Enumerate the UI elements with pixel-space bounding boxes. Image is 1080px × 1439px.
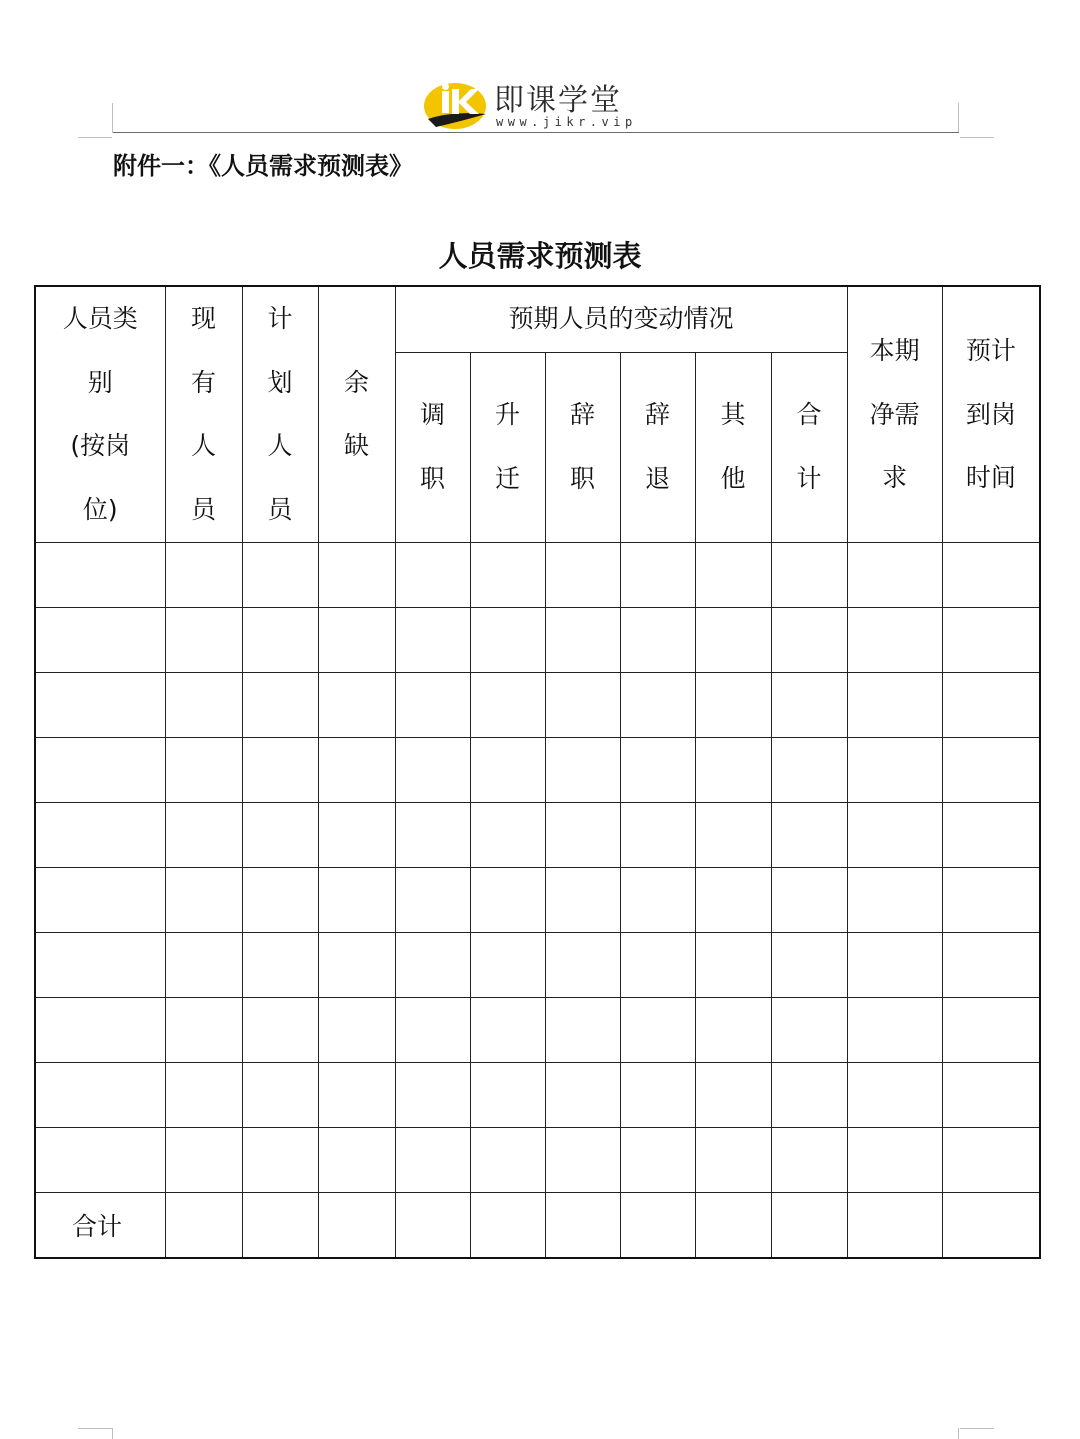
table-cell[interactable] xyxy=(165,1127,242,1192)
total-cell[interactable] xyxy=(165,1192,242,1258)
table-cell[interactable] xyxy=(242,867,318,932)
table-cell[interactable] xyxy=(395,932,470,997)
table-cell[interactable] xyxy=(695,932,771,997)
table-cell[interactable] xyxy=(318,737,395,802)
table-cell[interactable] xyxy=(942,672,1040,737)
table-cell[interactable] xyxy=(695,737,771,802)
crop-mark-bl-v xyxy=(112,1428,113,1439)
brand-logo xyxy=(420,80,660,132)
attachment-label: 附件一：《人员需求预测表》 xyxy=(113,152,413,180)
header-expected-date: 预计 到岗 时间 xyxy=(942,286,1040,542)
table-cell[interactable] xyxy=(470,542,545,607)
crop-mark-tr-h xyxy=(960,137,994,138)
table-cell[interactable] xyxy=(318,1127,395,1192)
table-cell[interactable] xyxy=(242,607,318,672)
table-cell[interactable] xyxy=(620,997,695,1062)
table-cell[interactable] xyxy=(318,1062,395,1127)
table-cell[interactable] xyxy=(847,867,942,932)
header-current-staff: 现 有 人 员 xyxy=(165,286,242,542)
table-cell[interactable] xyxy=(242,542,318,607)
table-cell[interactable] xyxy=(771,867,847,932)
table-row xyxy=(35,997,1040,1062)
total-cell[interactable] xyxy=(242,1192,318,1258)
table-cell[interactable] xyxy=(545,737,620,802)
total-cell[interactable] xyxy=(695,1192,771,1258)
total-cell[interactable] xyxy=(942,1192,1040,1258)
table-cell[interactable] xyxy=(470,932,545,997)
total-cell[interactable] xyxy=(318,1192,395,1258)
table-cell[interactable] xyxy=(771,932,847,997)
table-cell[interactable] xyxy=(165,802,242,867)
table-cell[interactable] xyxy=(620,542,695,607)
table-cell[interactable] xyxy=(395,542,470,607)
table-cell[interactable] xyxy=(395,737,470,802)
table-cell[interactable] xyxy=(942,932,1040,997)
total-row xyxy=(35,1192,1040,1258)
table-cell[interactable] xyxy=(620,607,695,672)
table-cell[interactable] xyxy=(545,607,620,672)
table-cell[interactable] xyxy=(942,867,1040,932)
table-cell[interactable] xyxy=(470,997,545,1062)
table-cell[interactable] xyxy=(847,802,942,867)
table-row xyxy=(35,932,1040,997)
table-row xyxy=(35,607,1040,672)
header-resignation: 辞 职 xyxy=(545,352,620,542)
table-row xyxy=(35,737,1040,802)
table-cell[interactable] xyxy=(318,997,395,1062)
brand-name: 即课学堂 xyxy=(494,83,622,118)
table-cell[interactable] xyxy=(165,737,242,802)
table-cell[interactable] xyxy=(695,607,771,672)
table-cell[interactable] xyxy=(695,802,771,867)
table-cell[interactable] xyxy=(620,672,695,737)
brand-url: www.jikr.vip xyxy=(496,115,637,129)
table-cell[interactable] xyxy=(847,672,942,737)
table-cell[interactable] xyxy=(470,802,545,867)
table-cell[interactable] xyxy=(242,737,318,802)
table-cell[interactable] xyxy=(395,867,470,932)
table-cell[interactable] xyxy=(35,867,165,932)
table-cell[interactable] xyxy=(470,672,545,737)
header-promotion: 升 迁 xyxy=(470,352,545,542)
table-cell[interactable] xyxy=(695,672,771,737)
total-cell[interactable] xyxy=(771,1192,847,1258)
demand-forecast-table xyxy=(34,285,1041,1259)
table-cell[interactable] xyxy=(35,1127,165,1192)
total-cell[interactable] xyxy=(545,1192,620,1258)
table-cell[interactable] xyxy=(395,607,470,672)
table-cell[interactable] xyxy=(771,542,847,607)
table-cell[interactable] xyxy=(942,542,1040,607)
table-cell[interactable] xyxy=(35,607,165,672)
table-cell[interactable] xyxy=(242,932,318,997)
table-cell[interactable] xyxy=(318,802,395,867)
table-cell[interactable] xyxy=(771,1127,847,1192)
table-cell[interactable] xyxy=(395,802,470,867)
table-cell[interactable] xyxy=(470,607,545,672)
table-cell[interactable] xyxy=(165,607,242,672)
table-row xyxy=(35,1062,1040,1127)
crop-mark-br-h xyxy=(960,1428,994,1429)
table-cell[interactable] xyxy=(35,802,165,867)
table-row xyxy=(35,542,1040,607)
table-cell[interactable] xyxy=(545,1127,620,1192)
table-cell[interactable] xyxy=(545,542,620,607)
table-cell[interactable] xyxy=(620,867,695,932)
header-surplus-shortage: 余 缺 xyxy=(318,286,395,542)
table-cell[interactable] xyxy=(470,737,545,802)
table-cell[interactable] xyxy=(318,932,395,997)
table-row xyxy=(35,802,1040,867)
table-title: 人员需求预测表 xyxy=(438,239,642,273)
table-cell[interactable] xyxy=(942,607,1040,672)
table-cell[interactable] xyxy=(242,1062,318,1127)
table-cell[interactable] xyxy=(242,802,318,867)
header-dismissal: 辞 退 xyxy=(620,352,695,542)
table-cell[interactable] xyxy=(242,997,318,1062)
total-cell[interactable] xyxy=(395,1192,470,1258)
table-cell[interactable] xyxy=(771,737,847,802)
table-cell[interactable] xyxy=(165,867,242,932)
header-planned-staff: 计 划 人 员 xyxy=(242,286,318,542)
table-cell[interactable] xyxy=(620,1127,695,1192)
table-cell[interactable] xyxy=(545,932,620,997)
table-cell[interactable] xyxy=(35,672,165,737)
table-cell[interactable] xyxy=(242,672,318,737)
header-net-demand: 本期 净需 求 xyxy=(847,286,942,542)
table-cell[interactable] xyxy=(695,997,771,1062)
table-cell[interactable] xyxy=(165,997,242,1062)
table-cell[interactable] xyxy=(847,997,942,1062)
table-cell[interactable] xyxy=(318,672,395,737)
table-cell[interactable] xyxy=(395,1062,470,1127)
table-cell[interactable] xyxy=(771,1062,847,1127)
table-cell[interactable] xyxy=(165,932,242,997)
table-cell[interactable] xyxy=(395,672,470,737)
table-cell[interactable] xyxy=(395,997,470,1062)
table-cell[interactable] xyxy=(942,1127,1040,1192)
header-rule xyxy=(113,132,959,133)
table-cell[interactable] xyxy=(545,802,620,867)
table-cell[interactable] xyxy=(470,1127,545,1192)
header-change-subtotal: 合 计 xyxy=(771,352,847,542)
table-cell[interactable] xyxy=(847,737,942,802)
table-cell[interactable] xyxy=(318,867,395,932)
table-cell[interactable] xyxy=(545,867,620,932)
table-row xyxy=(35,672,1040,737)
table-cell[interactable] xyxy=(847,542,942,607)
crop-mark-br-v xyxy=(958,1428,959,1439)
table-body xyxy=(35,542,1040,1258)
crop-mark-tr-v xyxy=(958,103,959,133)
table-cell[interactable] xyxy=(242,1127,318,1192)
table-cell[interactable] xyxy=(942,997,1040,1062)
table-cell[interactable] xyxy=(318,607,395,672)
table-cell[interactable] xyxy=(771,802,847,867)
table-cell[interactable] xyxy=(35,542,165,607)
table-cell[interactable] xyxy=(771,672,847,737)
table-cell[interactable] xyxy=(620,737,695,802)
table-row xyxy=(35,867,1040,932)
table-cell[interactable] xyxy=(318,542,395,607)
table-cell[interactable] xyxy=(942,1062,1040,1127)
table-cell[interactable] xyxy=(942,737,1040,802)
table-cell[interactable] xyxy=(165,672,242,737)
table-cell[interactable] xyxy=(847,607,942,672)
table-cell[interactable] xyxy=(695,1127,771,1192)
table-cell[interactable] xyxy=(470,867,545,932)
table-cell[interactable] xyxy=(771,607,847,672)
crop-mark-bl-h xyxy=(78,1428,112,1429)
table-cell[interactable] xyxy=(695,867,771,932)
table-cell[interactable] xyxy=(470,1062,545,1127)
table-cell[interactable] xyxy=(620,802,695,867)
jk-logo-icon xyxy=(422,81,492,131)
total-label: 合计 xyxy=(35,1192,165,1258)
table-cell[interactable] xyxy=(847,1062,942,1127)
table-cell[interactable] xyxy=(165,542,242,607)
table-cell[interactable] xyxy=(847,932,942,997)
table-cell[interactable] xyxy=(35,737,165,802)
table-cell[interactable] xyxy=(545,672,620,737)
table-cell[interactable] xyxy=(165,1062,242,1127)
table-cell[interactable] xyxy=(620,932,695,997)
header-transfer: 调 职 xyxy=(395,352,470,542)
table-cell[interactable] xyxy=(942,802,1040,867)
table-cell[interactable] xyxy=(847,1127,942,1192)
table-cell[interactable] xyxy=(695,1062,771,1127)
total-cell[interactable] xyxy=(620,1192,695,1258)
table-cell[interactable] xyxy=(771,997,847,1062)
table-cell[interactable] xyxy=(395,1127,470,1192)
table-cell[interactable] xyxy=(545,1062,620,1127)
table-cell[interactable] xyxy=(620,1062,695,1127)
table-cell[interactable] xyxy=(35,1062,165,1127)
header-category: 人员类 别 (按岗 位) xyxy=(35,286,165,542)
crop-mark-tl-v xyxy=(112,103,113,133)
table-cell[interactable] xyxy=(35,932,165,997)
header-change-group: 预期人员的变动情况 xyxy=(395,286,847,352)
crop-mark-tl-h xyxy=(78,137,112,138)
table-cell[interactable] xyxy=(545,997,620,1062)
total-cell[interactable] xyxy=(470,1192,545,1258)
header-other: 其 他 xyxy=(695,352,771,542)
table-cell[interactable] xyxy=(695,542,771,607)
table-row xyxy=(35,1127,1040,1192)
total-cell[interactable] xyxy=(847,1192,942,1258)
table-cell[interactable] xyxy=(35,997,165,1062)
